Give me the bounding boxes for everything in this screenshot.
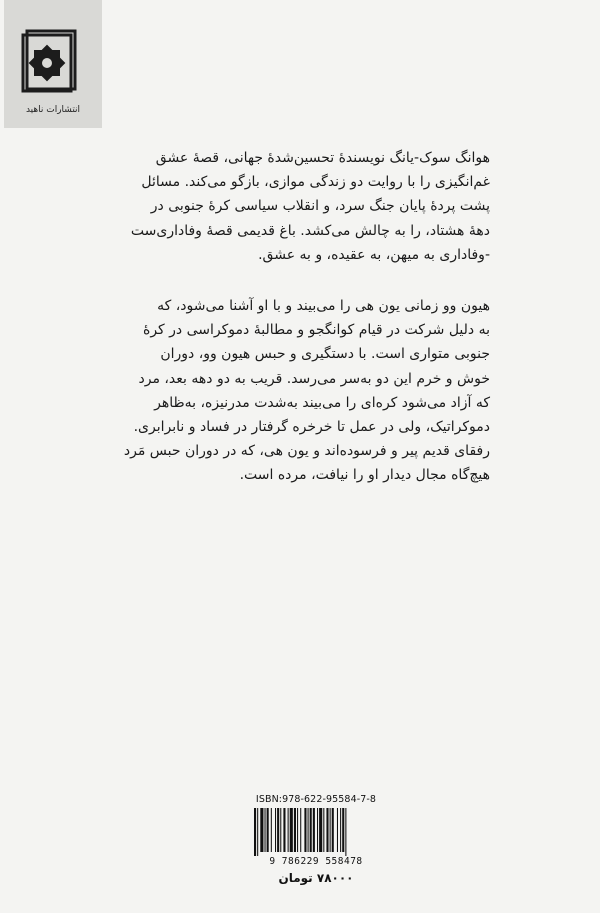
publisher-name: انتشارات ناهید (25, 105, 81, 115)
blurb-line: -وفاداری به میهن، به عقیده، و به عشق. (258, 246, 490, 263)
barcode-bar (271, 808, 272, 852)
barcode-bar (288, 808, 289, 852)
barcode-block (252, 794, 380, 885)
barcode-bar (283, 808, 285, 852)
blurb-line: هوانگ سوک-یانگ نویسندۀ تحسین‌شدۀ جهانی، قصۀ عشق (155, 150, 490, 166)
price-label: ۷۸۰۰۰ تومان (278, 871, 354, 885)
barcode-bar (300, 808, 301, 852)
star-in-book-logo-icon (21, 27, 85, 93)
barcode-bar (254, 808, 256, 856)
barcode-bar (304, 808, 306, 852)
barcode-bar (319, 808, 322, 852)
blurb-line: پشت پردۀ پایان جنگ سرد، و انقلاب سیاسی کرۀ جنوبی در (150, 198, 490, 215)
barcode-bar (330, 808, 331, 852)
publisher-logo (4, 0, 102, 128)
blurb-line: به دلیل شرکت در قیام کوانگجو و مطالبۀ دموکراسی در کرۀ (143, 322, 490, 339)
barcode-bar (257, 808, 258, 856)
blurb-line: خوش و خرم این دو به‌سر می‌رسد. قریب به دو دهه بعد، مرد (138, 370, 490, 387)
blurb-line: هیون وو زمانی یون هی را می‌بیند و با او آشنا می‌شود، که (157, 298, 490, 314)
blurb-line: غم‌انگیزی را با روایت دو زندگی موازی، بازگو می‌کند. مسائل (141, 174, 490, 191)
blurb-line: دهۀ هشتاد، را به چالش می‌کشد. باغ قدیمی قصۀ وفاداری‌ست (130, 222, 490, 239)
barcode-bar (260, 808, 263, 852)
barcode-bar (342, 808, 344, 852)
blurb-line: جنوبی متواری است. با دستگیری و حبس هیون وو، دوران (160, 346, 490, 363)
barcode-bar (326, 808, 328, 852)
barcode-bar (308, 808, 309, 852)
barcode-bar (332, 808, 334, 852)
blurb-line: که آزاد می‌شود کره‌ای را می‌بیند به‌شدت مدرنیزه، به‌ظاهر (154, 394, 490, 411)
blurb-line: هیچ‌گاه مجال دیدار او را نیافت، مرده است. (239, 467, 490, 484)
barcode-bar (340, 808, 341, 852)
barcode-bar (337, 808, 338, 852)
isbn-label: ISBN:978-622-95584-7-8 (255, 794, 377, 805)
barcode (252, 808, 378, 856)
barcode-bar (280, 808, 281, 852)
barcode-bar (345, 808, 346, 856)
barcode-bar (277, 808, 279, 852)
barcode-digits: 9 786229 558478 (269, 856, 363, 867)
blurb-paragraph-2 (120, 294, 490, 488)
blurb-line: دموکراتیک، ولی در عمل تا خرخره گرفتار در فساد و نابرابری. (133, 419, 490, 436)
barcode-bar (310, 808, 312, 852)
barcode-bar (267, 808, 269, 852)
blurb-line: رفقای قدیم پیر و فرسوده‌اند و یون هی، که در دوران حبس مَرد (123, 443, 490, 460)
barcode-bar (323, 808, 324, 852)
blurb-paragraph-1 (120, 146, 490, 267)
barcode-bar (290, 808, 293, 852)
barcode-bar (317, 808, 318, 852)
barcode-bar (313, 808, 315, 852)
barcode-bar (265, 808, 266, 852)
barcode-bar (297, 808, 298, 852)
barcode-bar (275, 808, 276, 852)
barcode-bar (294, 808, 296, 852)
